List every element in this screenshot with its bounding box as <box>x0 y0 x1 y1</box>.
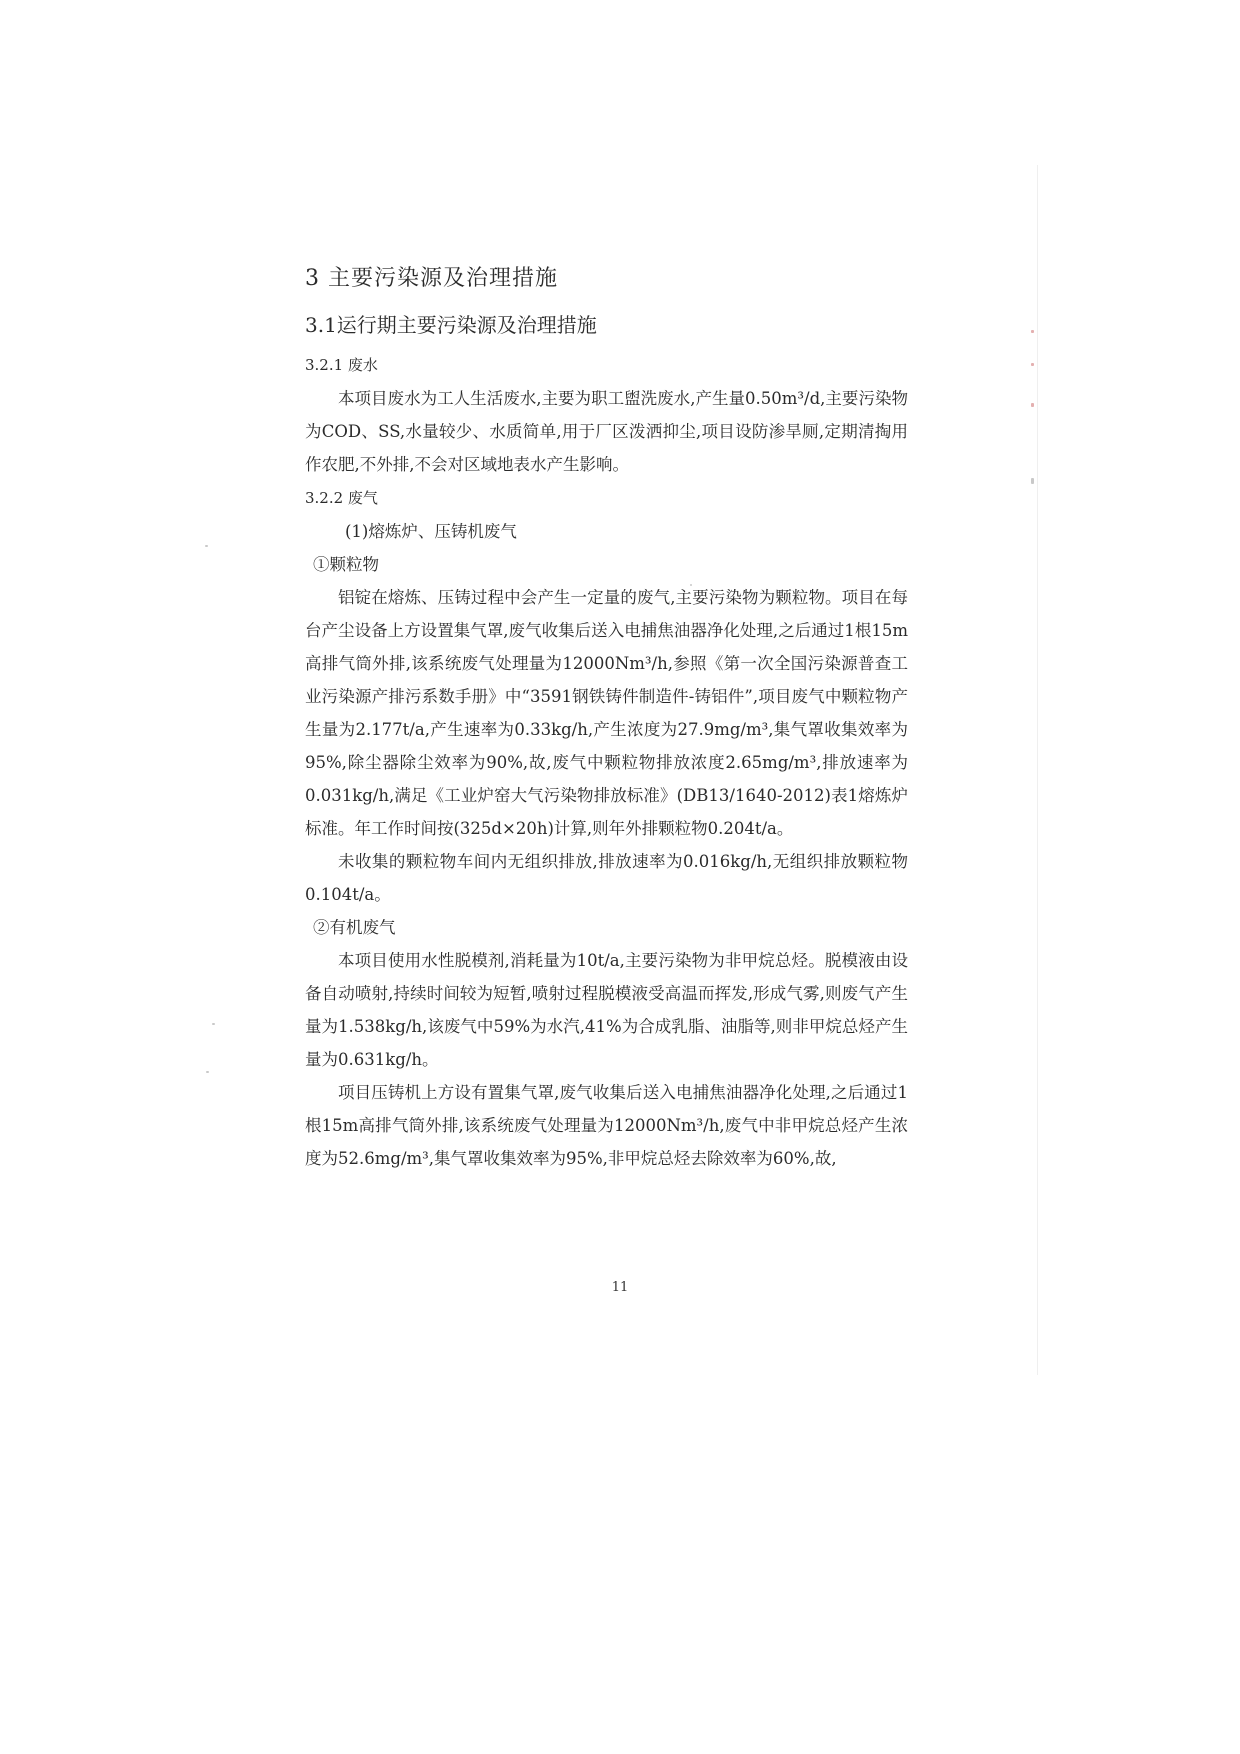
scan-speck <box>212 1023 215 1025</box>
scan-speck <box>205 545 208 547</box>
organic-paragraph-2: 项目压铸机上方设有置集气罩,废气收集后送入电捕焦油器净化处理,之后通过1根15m高排气筒外排,该系统废气处理量为12000Nm³/h,废气中非甲烷总烃产生浓度为52.6mg/m³,集气罩收集效率为95%,非甲烷总烃去除效率为60%,故, <box>305 1083 908 1168</box>
subsection-heading-exhaust: 3.2.2 废气 <box>305 489 378 507</box>
page-number: 11 <box>611 1280 629 1295</box>
organic-paragraph-1: 本项目使用水性脱模剂,消耗量为10t/a,主要污染物为非甲烷总烃。脱模液由设备自动喷射,持续时间较为短暂,喷射过程脱模液受高温而挥发,形成气雾,则废气产生量为1.538kg/h,该废气中59%为水汽,41%为合成乳脂、油脂等,则非甲烷总烃产生量为0.631kg/h。 <box>305 951 908 1069</box>
wastewater-paragraph: 本项目废水为工人生活废水,主要为职工盥洗废水,产生量0.50m³/d,主要污染物为COD、SS,水量较少、水质简单,用于厂区泼洒抑尘,项目设防渗旱厕,定期清掏用作农肥,不外排,不会对区域地表水产生影响。 <box>305 389 908 474</box>
chapter-title: 3 主要污染源及治理措施 <box>305 266 558 291</box>
scan-edge-line <box>1037 165 1038 1375</box>
particulate-paragraph-1: 铝锭在熔炼、压铸过程中会产生一定量的废气,主要污染物为颗粒物。项目在每台产尘设备上方设置集气罩,废气收集后送入电捕焦油器净化处理,之后通过1根15m高排气筒外排,该系统废气处理量为12000Nm³/h,参照《第一次全国污染源普查工业污染源产排污系数手册》中“3591钢铁铸件制造件-铸铝件”,项目废气中颗粒物产生量为2.177t/a,产生速率为0.33kg/h,产生浓度为27.9mg/m³,集气罩收集效率为95%,除尘器除尘效率为90%,故,废气中颗粒物排放浓度2.65mg/m³,排放速率为0.031kg/h,满足《工业炉窑大气污染物排放标准》(DB13/1640-2012)表1熔炼炉标准。年工作时间按(325d×20h)计算,则年外排颗粒物0.204t/a。 <box>305 588 908 838</box>
scan-speck <box>206 1071 209 1073</box>
subsection-heading-wastewater: 3.2.1 废水 <box>305 356 378 374</box>
scan-speck <box>1031 363 1034 366</box>
scan-speck <box>1031 330 1034 333</box>
document-body <box>305 262 908 1175</box>
particulate-paragraph-2: 未收集的颗粒物车间内无组织排放,排放速率为0.016kg/h,无组织排放颗粒物0.104t/a。 <box>305 852 908 904</box>
item-heading-organic: ②有机废气 <box>313 918 396 937</box>
scan-speck <box>1031 403 1034 407</box>
item-heading-particulate: ①颗粒物 <box>313 555 379 574</box>
scan-speck <box>1031 478 1034 484</box>
section-title: 3.1运行期主要污染源及治理措施 <box>305 313 597 337</box>
item-heading-furnace-exhaust: (1)熔炼炉、压铸机废气 <box>345 522 517 541</box>
